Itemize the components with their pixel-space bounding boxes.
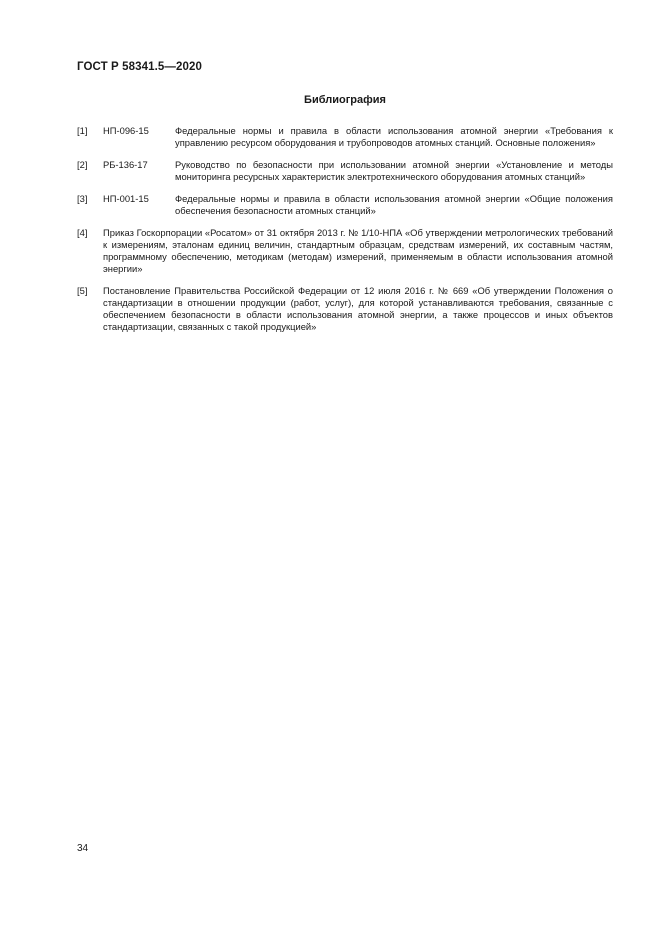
- reference-number: [1]: [77, 125, 88, 136]
- section-title: Библиография: [304, 94, 386, 106]
- document-code: ГОСТ Р 58341.5—2020: [77, 61, 202, 73]
- reference-number: [4]: [77, 227, 88, 238]
- bibliography-item: [77, 125, 613, 149]
- bibliography-item: [77, 227, 613, 275]
- reference-code: РБ-136-17: [103, 159, 148, 170]
- bibliography-item: [77, 193, 613, 217]
- page-number: 34: [77, 843, 89, 854]
- reference-text: Руководство по безопасности при использовании атомной энергии «Установление и методы мониторинга ресурсных характеристик электротехнического оборудования атомных станций»: [175, 159, 613, 182]
- bibliography-item: [77, 159, 613, 183]
- reference-number: [3]: [77, 193, 88, 204]
- bibliography-item: [77, 285, 613, 333]
- reference-text: Федеральные нормы и правила в области использования атомной энергии «Требования к управлению ресурсом оборудования и трубопроводов атомных станций. Основные положения»: [175, 125, 613, 148]
- reference-number: [2]: [77, 159, 88, 170]
- reference-code: НП-096-15: [103, 125, 149, 136]
- bibliography-list: [77, 125, 613, 343]
- reference-code: НП-001-15: [103, 193, 149, 204]
- reference-number: [5]: [77, 285, 88, 296]
- reference-text: Постановление Правительства Российской Федерации от 12 июля 2016 г. № 669 «Об утверждении Положения о стандартизации в отношении продукции (работ, услуг), для которой устанавливаются требования, связанные с обеспечением безопасности в области использования атомной энергии, а также процессов и иных объектов стандартизации, связанных с такой продукцией»: [103, 285, 613, 332]
- reference-text: Приказ Госкорпорации «Росатом» от 31 октября 2013 г. № 1/10-НПА «Об утверждении метрологических требований к измерениям, эталонам единиц величин, стандартным образцам, средствам измерений, их составным частям, программному обеспечению, методикам (методам) измерений, применяемым в области использования атомной энергии»: [103, 227, 613, 274]
- reference-text: Федеральные нормы и правила в области использования атомной энергии «Общие положения обеспечения безопасности атомных станций»: [175, 193, 613, 216]
